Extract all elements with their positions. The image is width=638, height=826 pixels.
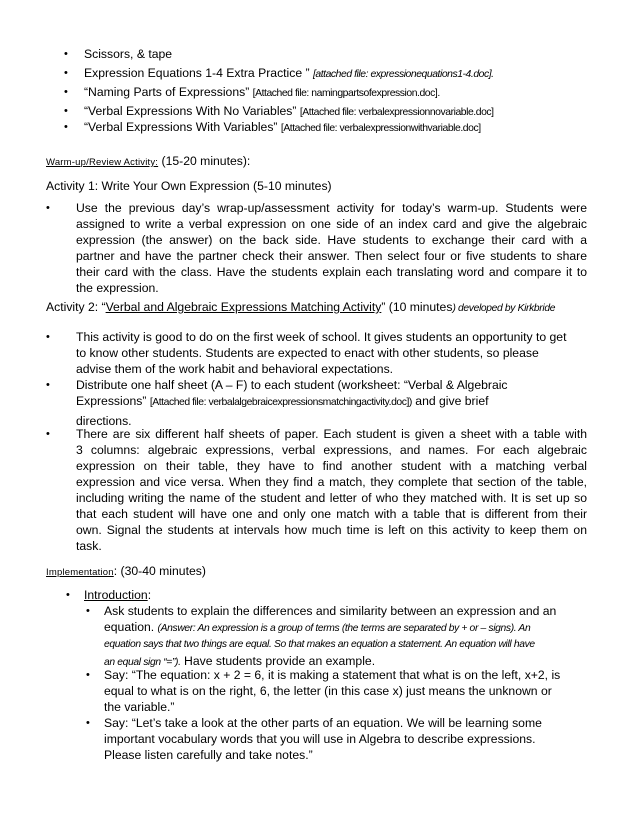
intro-colon: : xyxy=(147,588,152,602)
material-text: “Verbal Expressions With No Variables” xyxy=(84,104,300,118)
warmup-time: (15-20 minutes): xyxy=(161,154,251,168)
bullet-icon: • xyxy=(86,669,90,681)
text-line: There are six different half sheets of paper. Each student is given a sheet with a table with xyxy=(76,427,587,441)
bullet-icon: • xyxy=(64,105,68,117)
text-line: the variable.” xyxy=(104,700,175,714)
attachment-reference: [Attached file: verbalalgebraicexpressionsmatchingactivity.doc]) xyxy=(149,397,412,408)
text-line xyxy=(76,393,587,411)
text-line: to know other students. Students are expected to enact with other students, so please xyxy=(76,346,539,360)
text-line: Say: “The equation: x + 2 = 6, it is making a statement that what is on the left, x+2, is xyxy=(104,668,561,682)
text-line: including writing the name of the student and letter of who they matched with. It is set up so xyxy=(76,491,587,505)
list-item xyxy=(64,65,604,84)
text-line: own. Signal the students at intervals how much time is left on this activity to keep them on xyxy=(76,523,587,537)
text-line: their card with the class. Have the students explain each translating word and compare it to xyxy=(76,265,587,279)
text-part: ” (10 minutes xyxy=(381,300,453,314)
material-text: Expression Equations 1-4 Extra Practice ” xyxy=(84,66,313,80)
text-line: expression and vice versa. When they find a match, they complete that section of the table, xyxy=(76,475,587,489)
answer-text: equation says that two things are equal. So that makes an equation a statement. An equation will have xyxy=(104,639,535,650)
text-line: the expression. xyxy=(76,281,159,295)
text-line: expression (the answer) on the back side. Have students to exchange their card with a xyxy=(76,233,587,247)
bullet-icon: • xyxy=(64,48,68,60)
answer-text: (Answer: An expression is a group of terms (the terms are separated by + or – signs). An xyxy=(157,623,531,634)
text-line: assigned to write a verbal expression on one side of an index card and give the algebraic xyxy=(76,217,587,231)
activity2-bullet3 xyxy=(76,426,587,554)
warmup-label: Warm-up xyxy=(46,157,87,168)
activity2-bullet2 xyxy=(76,377,587,429)
bullet-icon: • xyxy=(64,67,68,79)
intro-text: Introduction xyxy=(84,588,148,602)
text-line: Ask students to explain the differences and similarity between an expression and an xyxy=(104,604,557,618)
text-line: important vocabulary words that you will use in Algebra to describe expressions. xyxy=(104,732,536,746)
material-text: “Verbal Expressions With Variables” xyxy=(84,120,281,134)
list-item xyxy=(64,119,604,138)
bullet-icon: • xyxy=(86,717,90,729)
text-line: directions. xyxy=(76,414,132,428)
text-line: Distribute one half sheet (A – F) to each student (worksheet: “Verbal & Algebraic xyxy=(76,378,508,392)
text-line: task. xyxy=(76,539,102,553)
answer-text: an equal sign “=”). xyxy=(104,657,181,668)
material-text: “Naming Parts of Expressions” xyxy=(84,85,253,99)
text-line xyxy=(104,619,594,637)
text-part: Have students provide an example. xyxy=(180,654,376,668)
intro-sub2 xyxy=(104,667,594,715)
warmup-heading: Warm-up/Review Activity: (15-20 minutes): xyxy=(46,154,251,168)
attachment-reference: [Attached file: verbalexpressionnovariable.doc] xyxy=(299,107,494,118)
materials-list xyxy=(64,46,604,138)
implementation-label: Implementation xyxy=(46,567,114,578)
bullet-icon: • xyxy=(64,86,68,98)
bullet-icon: • xyxy=(66,589,70,601)
implementation-heading xyxy=(46,563,206,581)
list-item xyxy=(64,46,604,65)
text-line: advise them of the work habit and behavioral expectations. xyxy=(76,362,394,376)
review-activity-label: Review Activity: xyxy=(88,157,159,168)
attachment-reference: [attached file: expressionequations1-4.doc]. xyxy=(312,69,494,80)
text-line: partner and have the partner check their answer. Then select four or five students to share xyxy=(76,249,587,263)
text-line: equal to what is on the right, 6, the letter (in this case x) just means the unknown or xyxy=(104,684,552,698)
text-line: that each student will have one and only one match with a table that is different from their xyxy=(76,507,587,521)
text-part: Activity 2: “ xyxy=(46,300,106,314)
activity2-link-title: Verbal and Algebraic Expressions Matching Activity xyxy=(105,300,382,314)
bullet-icon: • xyxy=(64,121,68,133)
activity2-bullet1 xyxy=(76,329,587,377)
activity2-credit: ) developed by Kirkbride xyxy=(452,303,556,314)
introduction-label xyxy=(84,587,151,603)
intro-sub3 xyxy=(104,715,594,763)
bullet-icon: • xyxy=(46,202,50,214)
text-part: and give brief xyxy=(411,394,489,408)
activity2-title xyxy=(46,299,555,317)
activity1-paragraph xyxy=(76,200,587,296)
bullet-icon: • xyxy=(86,605,90,617)
text-line: expression on their table, they have to find another student with a matching verbal xyxy=(76,459,587,473)
text-line: Use the previous day’s wrap-up/assessment activity for today’s warm-up. Students were xyxy=(76,201,587,215)
attachment-reference: [Attached file: verbalexpressionwithvariable.doc] xyxy=(280,123,481,134)
bullet-icon: • xyxy=(46,331,50,343)
text-part: Expressions” xyxy=(76,394,150,408)
implementation-time: : (30-40 minutes) xyxy=(113,564,206,578)
intro-sub1 xyxy=(104,603,594,671)
material-text: Scissors, & tape xyxy=(84,47,173,61)
bullet-icon: • xyxy=(46,379,50,391)
text-line: 3 columns: algebraic expressions, verbal expressions, and names. For each algebraic xyxy=(76,443,587,457)
activity1-title: Activity 1: Write Your Own Expression (5-10 minutes) xyxy=(46,179,332,193)
list-item xyxy=(64,103,604,119)
bullet-icon: • xyxy=(46,428,50,440)
text-line: Please listen carefully and take notes.” xyxy=(104,748,313,762)
attachment-reference: [Attached file: namingpartsofexpression.doc]. xyxy=(252,88,440,99)
text-line: Say: “Let’s take a look at the other parts of an equation. We will be learning some xyxy=(104,716,542,730)
list-item xyxy=(64,84,604,103)
text-line: This activity is good to do on the first week of school. It gives students an opportunity to get xyxy=(76,330,567,344)
text-part: equation. xyxy=(104,620,158,634)
